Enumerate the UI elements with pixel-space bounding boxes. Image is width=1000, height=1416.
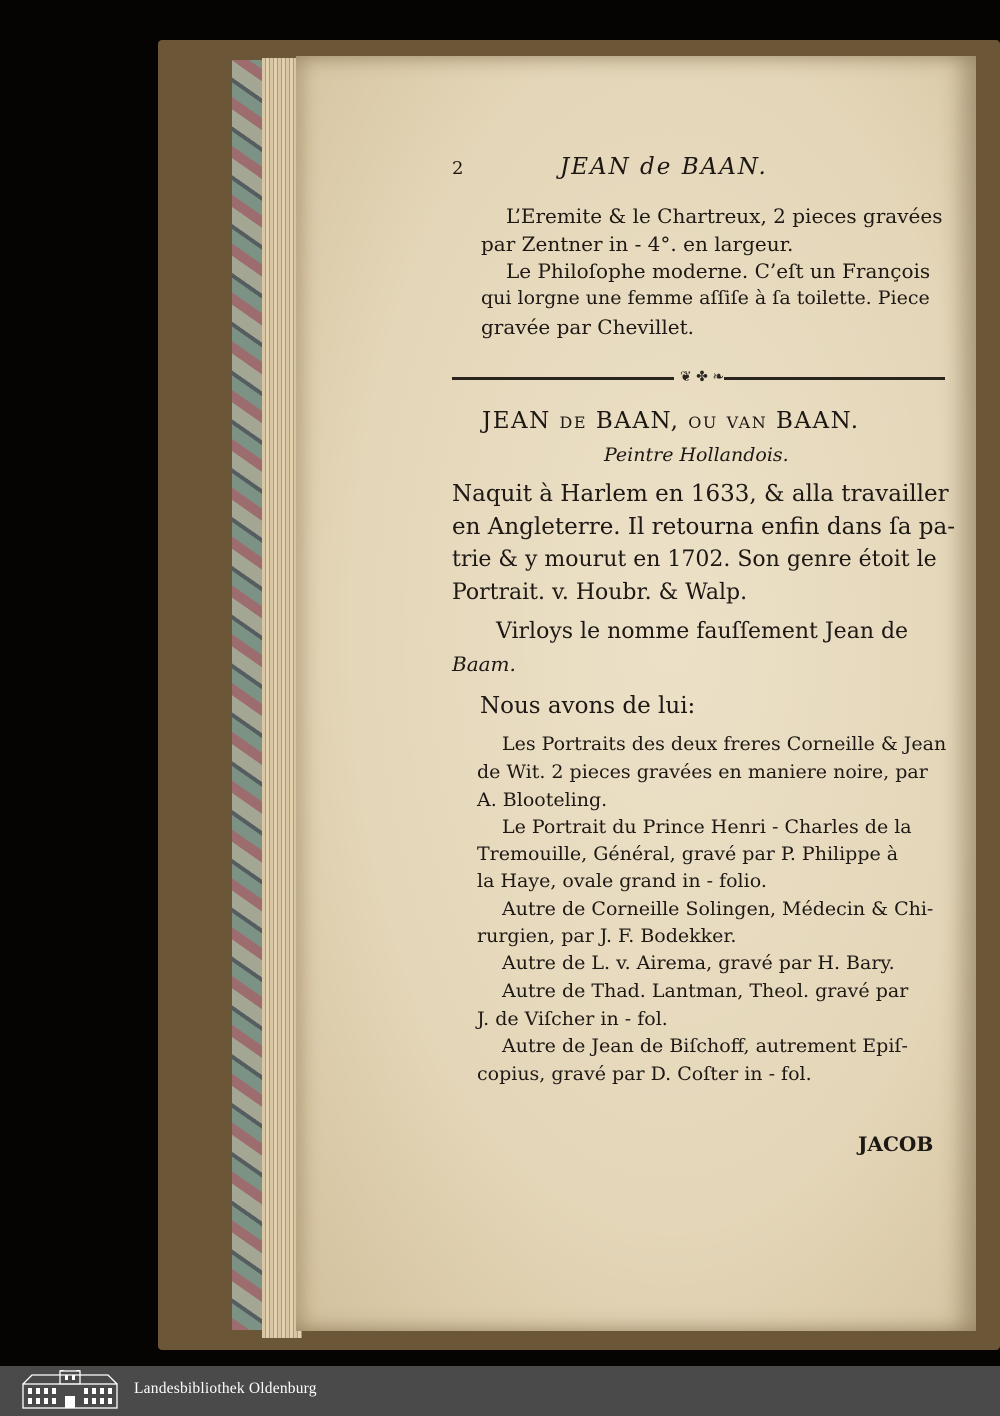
work-line: la Haye, ovale grand in - folio. <box>477 870 767 892</box>
bio-line: trie & y mourut en 1702. Son genre étoit le <box>452 547 937 572</box>
work-line: Autre de Thad. Lantman, Theol. gravé par <box>502 980 909 1002</box>
work-line: Tremouille, Général, gravé par P. Philippe à <box>477 843 899 865</box>
article-title: JEAN de BAAN, ou van BAAN. <box>482 408 860 434</box>
work-line: Autre de Corneille Solingen, Médecin & Chi- <box>502 898 934 920</box>
bio-line: Naquit à Harlem en 1633, & alla travailler <box>452 481 949 507</box>
work-line: de Wit. 2 pieces gravées en maniere noire, par <box>477 761 928 783</box>
work-line: Autre de Jean de Biſchoff, autrement Epiſ- <box>502 1035 908 1057</box>
fleuron-icon: ❦ ✤ ❧ <box>680 369 725 385</box>
library-footer <box>0 1366 1000 1416</box>
prev-entry-line: Le Philoſophe moderne. C’eſt un François <box>506 259 931 283</box>
prev-entry-line: par Zentner in - 4°. en largeur. <box>481 232 794 256</box>
work-line: copius, gravé par D. Coſter in - fol. <box>477 1063 812 1085</box>
note-line: Baam. <box>452 652 516 676</box>
ornamental-rule <box>452 369 945 385</box>
work-line: rurgien, par J. F. Bodekker. <box>477 925 737 947</box>
works-intro: Nous avons de lui: <box>480 693 696 719</box>
prev-entry-line: qui lorgne une femme aſſiſe à ſa toilette. Piece <box>481 287 930 309</box>
work-line: Les Portraits des deux freres Corneille & Jean <box>502 733 947 755</box>
work-line: A. Blooteling. <box>477 789 608 811</box>
work-line: J. de Viſcher in - fol. <box>477 1008 668 1030</box>
bio-line: en Angleterre. Il retourna enfin dans ſa pa- <box>452 514 956 540</box>
note-line: Virloys le nomme fauſſement Jean de <box>496 619 909 644</box>
running-title: JEAN de BAAN. <box>560 154 768 180</box>
library-name: Landesbibliothek Oldenburg <box>134 1380 317 1397</box>
work-line: Autre de L. v. Airema, gravé par H. Bary. <box>502 952 895 974</box>
marbled-edge <box>232 60 266 1330</box>
catchword: JACOB <box>858 1132 934 1156</box>
work-line: Le Portrait du Prince Henri - Charles de la <box>502 816 912 838</box>
library-building-icon <box>20 1370 120 1410</box>
article-subtitle: Peintre Hollandois. <box>604 444 789 466</box>
bio-line: Portrait. v. Houbr. & Walp. <box>452 580 748 605</box>
prev-entry-line: L’Eremite & le Chartreux, 2 pieces gravées <box>506 204 943 228</box>
prev-entry-line: gravée par Chevillet. <box>481 315 694 339</box>
page-number: 2 <box>452 158 464 179</box>
